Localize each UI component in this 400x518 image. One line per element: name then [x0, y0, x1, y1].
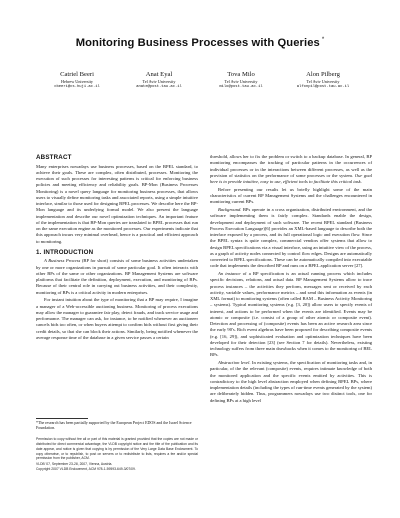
author-list	[36, 70, 364, 90]
author-email: anate@post.tau.ac.il	[136, 84, 182, 89]
author-affiliation: Tel Aviv University	[224, 79, 258, 84]
author-email: milo@post.tau.ac.il	[219, 84, 263, 89]
author-block	[200, 70, 282, 90]
copyright-notice	[36, 437, 198, 472]
background-text: BPs operate in a cross organization, distributed environment, and the software implementing them is fairly complex. Standards enable the design, development and deployment of such software. The recent BPEL standard (Business Process Execution Language)[6] provides an XML-based language to describe both the interface exposed by a process, and its full operational logic and execution flow. Since the BPEL syntax is quite complex, commercial vendors offer systems that allow to design BPEL specifications via a visual interface, using an intuitive view of the process, as a graph of activity nodes connected by control flow edges. Designs are automatically converted to BPEL specifications. These can be automatically compiled into executable code that implements the described BP and runs on a BPEL application server [27].	[210, 207, 372, 269]
author-email: cbeeri@cs.huji.ac.il	[54, 84, 100, 89]
abstract-text: Many enterprises nowadays use business processes, based on the BPEL standard, to achieve their goals. These are complex, often distributed, processes. Monitoring the execution of such processes for interesting patterns is critical for enforcing business policies and meeting efficiency and reliability goals. BP-Mon (Business Processes Monitoring) is a novel query language for monitoring business processes, that allows users to visually define monitoring tasks and associated reports, using a simple intuitive interface, similar to those used for designing BPEL processes. We describe here the BP-Mon language and its underlying formal model. We also present the language implementation and describe our novel optimization techniques. An important feature of the implementation is that BP-Mon queries are translated to BPEL processes that run on the same execution engine as the monitored processes. Our experiments indicate that this approach incurs very minimal overhead, hence is a practical and efficient approach to monitoring.	[36, 163, 198, 244]
paper-title-text: Monitoring Business Processes with Queries	[75, 37, 320, 49]
footnote-divider	[36, 418, 88, 419]
author-block	[36, 70, 118, 90]
author-block	[118, 70, 200, 90]
author-name: Anat Eyal	[145, 71, 173, 78]
body-paragraph: Before presenting our results let us briefly highlight some of the main characteristics of current BP Management Systems and the challenges encountered in monitoring current BPs.	[210, 186, 372, 205]
abstract-heading: ABSTRACT	[36, 154, 72, 161]
copyright-venue: VLDB '07, September 23-28, 2007, Vienna, Austria.	[36, 461, 113, 466]
footnote: *The research has been partially supported by the European Project EDOS and the Israel Science Foundation.	[36, 420, 192, 431]
right-column	[210, 154, 372, 405]
title-footnote-mark: *	[321, 37, 325, 44]
intro-paragraph	[36, 258, 198, 296]
intro-paragraph-text: (BP for short) consists of some business activities undertaken by one or more organizations in pursuit of some particular goal. It often interacts with other BPs of the same or other organizations. BP Management Systems are software platforms that facilitate the definition, deployment, execution, and monitoring of BPs. Because of their central role in carrying out business activities, and their complexity, monitoring of BPs is a critical activity in modern enterprises.	[36, 258, 198, 295]
author-affiliation: Tel Aviv University	[142, 79, 176, 84]
body-paragraph	[210, 360, 372, 404]
body-paragraph	[210, 207, 372, 270]
background-label: Background.	[218, 207, 242, 212]
author-affiliation: Hebrew University	[61, 79, 93, 84]
copyright-line: Copyright 2007 VLDB Endowment, ACM 978-1-59593-649-3/07/09.	[36, 467, 136, 472]
intro-paragraph: For instant intuition about the type of monitoring that a BP may require, I imagine a manager of a Web-accessible auctioning business. Monitoring of process executions may allow the manager to guarantee fair play, detect frauds, and track service usage and performance. The manager can ask, for instance, to be notified whenever an auctioneer cancels bids too often, or when buyers attempt to confirm bids without first giving their credit details, so that she can block their actions. Similarly, being notified whenever the average response time of the database in a given service passes a certain	[36, 297, 198, 340]
body-paragraph	[210, 271, 372, 359]
author-name: Catriel Beeri	[60, 71, 94, 78]
paper-title	[0, 37, 400, 49]
left-column	[36, 154, 198, 343]
author-affiliation: Tel Aviv University	[306, 79, 340, 84]
author-name: Alon Pilberg	[306, 71, 340, 78]
intro-lead-term: A Business Process	[44, 258, 81, 264]
instance-lead-term: An instance	[218, 271, 241, 276]
body-paragraph	[210, 154, 372, 185]
instance-text: of a BP specification is an actual running process which includes specific decisions, relations, and actual data. BP Management Systems allow to trace process instances – the activities they perform, messages sent or received by each activity, variable values, performance metrics – and send this information as events (in XML format) to monitoring systems (often called BAM – Business Activity Monitoring – systems). Typical monitoring systems (e.g. [3, 20]) allow users to specify events of interest, and actions to be performed when the events are identified. Events may be atomic or composite (i.e. consist of a group of other atomic or composite event). Detection and processing of (composite) events has been an active research area since the early 90's. Rich event algebras have been proposed for describing composite events (e.g. [16, 29]), and sophisticated evaluation and optimization techniques have been developed for their detection [23] (see Section 7 for details). Nevertheless, existing technology suffers from three main drawbacks when it comes to the monitoring of BEL BPs.	[210, 271, 373, 358]
author-email: alfonpil@post.tau.ac.il	[296, 84, 350, 89]
abstraction-label: Abstraction level.	[218, 360, 251, 365]
introduction-heading: 1. INTRODUCTION	[36, 248, 94, 256]
copyright-permission: Permission to copy without fee all or part of this material is granted provided that the copies are not made or distributed for direct commercial advantage, the VLDB copyright notice and the title of the publication and its date appear, and notice is given that copying is by permission of the Very Large Data Base Endowment. To copy otherwise, or to republish, to post on servers or to redistribute to lists, requires a fee and/or special permission from the publisher, ACM.	[36, 437, 198, 461]
body-paragraph-text: threshold, allows her to fix the problem or switch to a backup database. In general, BP monitoring encompasses the tracking of particular patterns in the occurrences of individual processes or in the interactions between different processes, as well as the provision of statistics on the performance of some processes or the system.	[210, 154, 372, 178]
goal-statement: Our goal here is to provide intuitive, easy to use, efficient tools to facilitate this critical task.	[210, 172, 372, 184]
author-block	[282, 70, 364, 90]
abstraction-text: In existing systems, the specification of monitoring tasks and, in particular, of the the relevant (composite) events, requires intimate knowledge of both the monitored application and the specific events emitted by activities. This is contradictory to the high level abstraction employed when defining BPEL BPs, where implementation details (including the types of run-time events generated by the system) are deliberately hidden. Thus, programmers nowadays use two distinct tools, one for defining BPs at a high level	[210, 360, 373, 403]
author-name: Tova Milo	[227, 71, 255, 78]
